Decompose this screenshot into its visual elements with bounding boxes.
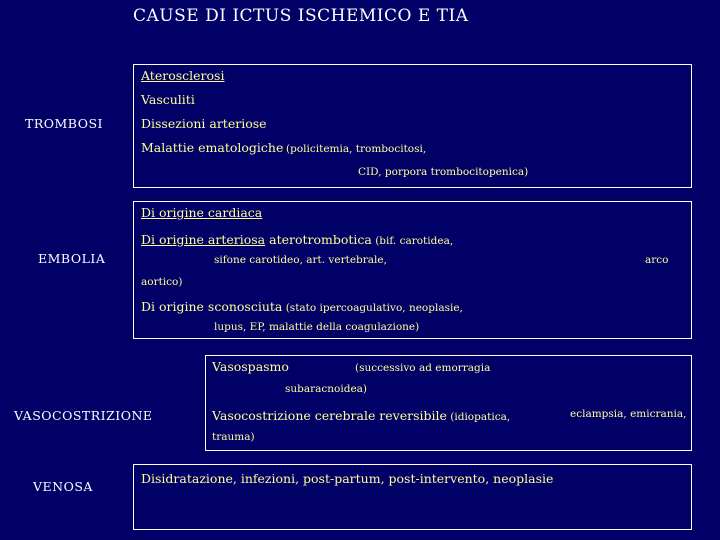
embolia-arteriosa-line2: sifone carotideo, art. vertebrale, (214, 254, 387, 266)
venosa-text: Disidratazione, infezioni, post-partum, post-intervento, neoplasie (141, 471, 554, 486)
vasocostrizione-label: VASOCOSTRIZIONE (14, 408, 153, 423)
embolia-arteriosa-note: (bif. carotidea, (371, 235, 454, 247)
vaso-reversibile-label: Vasocostrizione cerebrale reversibile (212, 408, 447, 423)
trombosi-note-line2: CID, porpora trombocitopenica) (358, 166, 529, 178)
trombosi-item-vasculiti: Vasculiti (141, 92, 195, 107)
embolia-box (133, 201, 692, 339)
embolia-sconosciuta-note: (stato ipercoagulativo, neoplasie, (282, 302, 463, 314)
embolia-sconosciuta-line2: lupus, EP, malattie della coagulazione) (214, 321, 420, 333)
vaso-vasospasmo-line2: subaracnoidea) (285, 383, 368, 395)
vaso-reversibile-line2: trauma) (212, 431, 255, 443)
vaso-vasospasmo-note: (successivo ad emorragia (355, 362, 491, 374)
embolia-arteriosa-label: Di origine arteriosa (141, 232, 266, 247)
venosa-label: VENOSA (33, 479, 93, 494)
trombosi-note-line1: (policitemia, trombocitosi, (286, 143, 427, 155)
vaso-reversibile-note: (idiopatica, (446, 411, 511, 423)
embolia-item-arteriosa (141, 229, 453, 248)
trombosi-item-aterosclerosi: Aterosclerosi (141, 68, 225, 83)
embolia-sconosciuta-label: Di origine sconosciuta (141, 299, 283, 314)
vaso-reversibile-right: eclampsia, emicrania, (570, 408, 687, 420)
embolia-item-cardiaca: Di origine cardiaca (141, 205, 263, 220)
embolia-arteriosa-line2-right: arco (645, 254, 669, 266)
embolia-arteriosa-line3: aortico) (141, 276, 183, 288)
trombosi-item-malattie: Malattie ematologiche (141, 140, 284, 155)
embolia-label: EMBOLIA (38, 251, 106, 266)
slide-title: CAUSE DI ICTUS ISCHEMICO E TIA (133, 6, 469, 26)
embolia-item-sconosciuta (141, 296, 463, 315)
vaso-item-reversibile (212, 405, 510, 424)
embolia-arteriosa-rest: aterotrombotica (265, 232, 372, 247)
trombosi-item-dissezioni: Dissezioni arteriose (141, 116, 267, 131)
trombosi-label: TROMBOSI (25, 116, 103, 131)
vaso-item-vasospasmo: Vasospasmo (212, 359, 289, 374)
